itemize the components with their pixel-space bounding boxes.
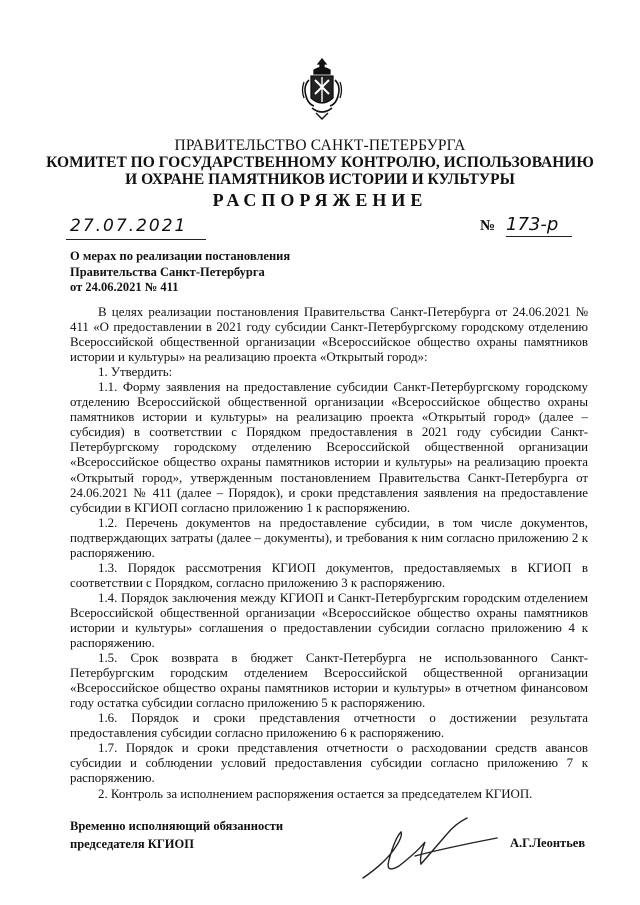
government-name: ПРАВИТЕЛЬСТВО САНКТ-ПЕТЕРБУРГА — [174, 137, 466, 154]
signatory-title — [70, 818, 283, 853]
body-paragraph-2: 2. Контроль за исполнением распоряжения остается за председателем КГИОП. — [98, 786, 533, 801]
number-sign: № — [480, 218, 496, 234]
subject-line: Правительства Санкт-Петербурга — [70, 264, 265, 279]
subject-line: от 24.06.2021 № 411 — [70, 280, 179, 294]
signatory-title-line: Временно исполняющий обязанности — [70, 819, 284, 833]
signatory-name: А.Г.Леонтьев — [510, 836, 586, 850]
committee-name-line-1: КОМИТЕТ ПО ГОСУДАРСТВЕННОМУ КОНТРОЛЮ, ИСПОЛЬЗОВАНИЮ — [46, 154, 594, 171]
body-paragraph-1-6: 1.6. Порядок и сроки представления отчетности о достижении результата предоставления субсидии согласно приложению 6 к распоряжению. — [70, 711, 588, 741]
body-paragraph-1-7: 1.7. Порядок и сроки представления отчетности о расходовании средств авансов субсидии и соблюдении условий предоставления субсидии согласно приложению 7 к распоряжению. — [70, 741, 588, 786]
document-number-value: 173-р — [506, 214, 572, 237]
subject-line: О мерах по реализации постановления — [70, 249, 291, 263]
body-paragraph-1-5: 1.5. Срок возврата в бюджет Санкт-Петербурга не использованного Санкт-Петербургским городским отделением Всероссийской общественной организации «Всероссийское общество охраны памятников истории и культуры» в отчетном финансовом году остатка субсидии согласно приложению 5 к распоряжению. — [70, 651, 588, 711]
body-paragraph-1-2: 1.2. Перечень документов на предоставление субсидии, в том числе документов, подтверждающих затраты (далее – документы), и требования к ним согласно приложению 2 к распоряжению. — [70, 515, 588, 560]
document-type-title: РАСПОРЯЖЕНИЕ — [212, 190, 428, 210]
document-number — [480, 214, 576, 238]
body-paragraph-1: 1. Утвердить: — [98, 365, 173, 380]
document-body — [70, 305, 588, 802]
document-date: 27.07.2021 — [66, 216, 206, 240]
body-paragraph-1-3: 1.3. Порядок рассмотрения КГИОП документов, предоставляемых в КГИОП в соответствии с Порядком, согласно приложению 3 к распоряжению. — [70, 560, 588, 590]
signatory-title-line: председателя КГИОП — [70, 836, 194, 851]
body-paragraph-1-1: 1.1. Форму заявления на предоставление субсидии Санкт-Петербургскому городскому отделению Всероссийской общественной организации «Всероссийское общество охраны памятников истории и культуры» на реализацию проекта «Открытый город» (далее – субсидия) в соответствии с Порядком предоставления в 2021 году субсидии Санкт-Петербургскому городскому отделению Всероссийской общественной организации «Всероссийское общество охраны памятников истории и культуры» на реализацию проекта «Открытый город», утвержденным постановлением Правительства Санкт-Петербурга от 24.06.2021 № 411 (далее – Порядок), и сроки представления заявления на предоставление субсидии в КГИОП согласно приложению 1 к распоряжению. — [70, 380, 588, 515]
committee-name-line-2: И ОХРАНЕ ПАМЯТНИКОВ ИСТОРИИ И КУЛЬТУРЫ — [125, 171, 515, 188]
body-paragraph-preamble: В целях реализации постановления Правительства Санкт-Петербурга от 24.06.2021 № 411 «О предоставлении в 2021 году субсидии Санкт-Петербургскому городскому отделению Всероссийской общественной организации «Всероссийское общество охраны памятников истории и культуры» на реализацию проекта «Открытый город»: — [70, 305, 588, 365]
document-subject — [70, 249, 330, 296]
handwritten-signature — [355, 808, 505, 888]
body-paragraph-1-4: 1.4. Порядок заключения между КГИОП и Санкт-Петербургским городским отделением Всероссийской общественной организации «Всероссийское общество охраны памятников истории и культуры» соглашения о предоставлении субсидии согласно приложению 4 к распоряжению. — [70, 590, 588, 651]
coat-of-arms-emblem — [300, 58, 344, 120]
